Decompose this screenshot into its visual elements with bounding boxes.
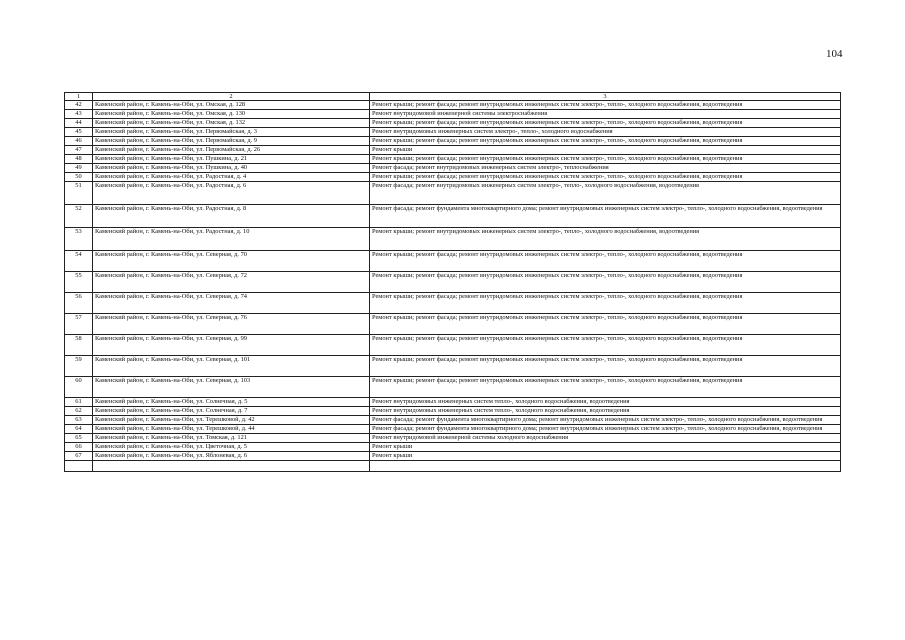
row-number: 47 (65, 146, 93, 155)
table-row (65, 416, 841, 425)
table-row (65, 425, 841, 434)
page-number: 104 (826, 48, 843, 60)
row-works: Ремонт внутридомовой инженерной системы электроснабжения (370, 110, 841, 119)
row-address: Каменский район, г. Камень-на-Оби, ул. Северная, д. 101 (93, 356, 370, 377)
table-row (65, 314, 841, 335)
empty-cell (65, 461, 93, 472)
row-works: Ремонт фасада; ремонт внутридомовых инженерных систем электро-, тепло-, холодного водоснабжения, водоотведения (370, 182, 841, 205)
table-row (65, 119, 841, 128)
row-number: 56 (65, 293, 93, 314)
row-address: Каменский район, г. Камень-на-Оби, ул. Пушкина, д. 21 (93, 155, 370, 164)
row-address: Каменский район, г. Камень-на-Оби, ул. Северная, д. 76 (93, 314, 370, 335)
table-row (65, 164, 841, 173)
row-address: Каменский район, г. Камень-на-Оби, ул. Омская, д. 130 (93, 110, 370, 119)
table-row (65, 182, 841, 205)
table-row (65, 398, 841, 407)
row-works: Ремонт внутридомовых инженерных систем тепло-, холодного водоснабжения, водоотведения (370, 398, 841, 407)
row-number: 48 (65, 155, 93, 164)
row-number: 49 (65, 164, 93, 173)
row-address: Каменский район, г. Камень-на-Оби, ул. Пушкина, д. 40 (93, 164, 370, 173)
empty-cell (370, 461, 841, 472)
table-row (65, 146, 841, 155)
row-works: Ремонт крыши; ремонт фасада; ремонт внутридомовых инженерных систем электро-, тепло-, холодного водоснабжения, водоотведения (370, 251, 841, 272)
row-number: 55 (65, 272, 93, 293)
row-address: Каменский район, г. Камень-на-Оби, ул. Цветочная, д. 5 (93, 443, 370, 452)
table-row (65, 335, 841, 356)
row-number: 58 (65, 335, 93, 356)
table-row-empty (65, 461, 841, 472)
table-row (65, 251, 841, 272)
row-address: Каменский район, г. Камень-на-Оби, ул. Радостная, д. 4 (93, 173, 370, 182)
row-works: Ремонт крыши; ремонт фасада; ремонт внутридомовых инженерных систем электро-, тепло-, холодного водоснабжения, водоотведения (370, 137, 841, 146)
table-row (65, 356, 841, 377)
row-number: 66 (65, 443, 93, 452)
row-number: 63 (65, 416, 93, 425)
table-row (65, 205, 841, 228)
row-number: 52 (65, 205, 93, 228)
row-address: Каменский район, г. Камень-на-Оби, ул. Терешковой, д. 42 (93, 416, 370, 425)
row-number: 62 (65, 407, 93, 416)
table-header-row (65, 93, 841, 101)
table-row (65, 272, 841, 293)
row-address: Каменский район, г. Камень-на-Оби, ул. Северная, д. 103 (93, 377, 370, 398)
row-number: 67 (65, 452, 93, 461)
row-works: Ремонт крыши (370, 443, 841, 452)
row-works: Ремонт крыши; ремонт фасада; ремонт внутридомовых инженерных систем электро-, тепло-, холодного водоснабжения, водоотведения (370, 272, 841, 293)
row-number: 46 (65, 137, 93, 146)
row-works: Ремонт крыши; ремонт фасада; ремонт внутридомовых инженерных систем электро-, тепло-, холодного водоснабжения, водоотведения (370, 173, 841, 182)
table-row (65, 228, 841, 251)
row-number: 45 (65, 128, 93, 137)
row-address: Каменский район, г. Камень-на-Оби, ул. Северная, д. 74 (93, 293, 370, 314)
table-row (65, 443, 841, 452)
table-row (65, 293, 841, 314)
row-address: Каменский район, г. Камень-на-Оби, ул. Томская, д. 121 (93, 434, 370, 443)
row-number: 50 (65, 173, 93, 182)
table-row (65, 137, 841, 146)
column-header-address: 2 (93, 93, 370, 101)
row-works: Ремонт фасада; ремонт внутридомовых инженерных систем электро-, теплоснабжения (370, 164, 841, 173)
table-row (65, 173, 841, 182)
row-number: 54 (65, 251, 93, 272)
row-address: Каменский район, г. Камень-на-Оби, ул. Омская, д. 128 (93, 101, 370, 110)
row-works: Ремонт внутридомовых инженерных систем тепло-, холодного водоснабжения, водоотведения (370, 407, 841, 416)
row-works: Ремонт крыши; ремонт фасада; ремонт внутридомовых инженерных систем электро-, тепло-, холодного водоснабжения, водоотведения (370, 335, 841, 356)
row-number: 43 (65, 110, 93, 119)
table-row (65, 452, 841, 461)
row-works: Ремонт крыши; ремонт фасада; ремонт внутридомовых инженерных систем электро-, тепло-, холодного водоснабжения, водоотведения (370, 119, 841, 128)
row-address: Каменский район, г. Камень-на-Оби, ул. Первомайская, д. 3 (93, 128, 370, 137)
row-works: Ремонт фасада; ремонт фундамента многоквартирного дома; ремонт внутридомовых инженерных систем электро-, тепло-, холодного водоснабжения, водоотведения (370, 205, 841, 228)
repair-works-table (64, 92, 841, 472)
row-address: Каменский район, г. Камень-на-Оби, ул. Омская, д. 132 (93, 119, 370, 128)
table-row (65, 101, 841, 110)
row-address: Каменский район, г. Камень-на-Оби, ул. Северная, д. 99 (93, 335, 370, 356)
row-number: 53 (65, 228, 93, 251)
row-works: Ремонт крыши; ремонт фасада; ремонт внутридомовых инженерных систем электро-, тепло-, холодного водоснабжения, водоотведения (370, 314, 841, 335)
column-header-works: 3 (370, 93, 841, 101)
column-header-number: 1 (65, 93, 93, 101)
table-row (65, 128, 841, 137)
row-works: Ремонт внутридомовых инженерных систем электро-, тепло-, холодного водоснабжения (370, 128, 841, 137)
row-address: Каменский район, г. Камень-на-Оби, ул. Солнечная, д. 5 (93, 398, 370, 407)
row-works: Ремонт крыши; ремонт фасада; ремонт внутридомовых инженерных систем электро-, тепло-, холодного водоснабжения, водоотведения (370, 377, 841, 398)
table-row (65, 407, 841, 416)
row-number: 44 (65, 119, 93, 128)
row-works: Ремонт крыши (370, 146, 841, 155)
row-works: Ремонт крыши; ремонт фасада; ремонт внутридомовых инженерных систем электро-, тепло-, холодного водоснабжения, водоотведения (370, 155, 841, 164)
row-number: 64 (65, 425, 93, 434)
row-address: Каменский район, г. Камень-на-Оби, ул. Первомайская, д. 9 (93, 137, 370, 146)
row-works: Ремонт крыши; ремонт фасада; ремонт внутридомовых инженерных систем электро-, тепло-, холодного водоснабжения, водоотведения (370, 293, 841, 314)
row-address: Каменский район, г. Камень-на-Оби, ул. Терешковой, д. 44 (93, 425, 370, 434)
table-row (65, 110, 841, 119)
row-number: 60 (65, 377, 93, 398)
row-number: 51 (65, 182, 93, 205)
row-address: Каменский район, г. Камень-на-Оби, ул. Северная, д. 70 (93, 251, 370, 272)
row-address: Каменский район, г. Камень-на-Оби, ул. Радостная, д. 6 (93, 182, 370, 205)
row-address: Каменский район, г. Камень-на-Оби, ул. Северная, д. 72 (93, 272, 370, 293)
row-works: Ремонт внутридомовой инженерной системы холодного водоснабжения (370, 434, 841, 443)
row-address: Каменский район, г. Камень-на-Оби, ул. Яблоневая, д. 6 (93, 452, 370, 461)
row-address: Каменский район, г. Камень-на-Оби, ул. Радостная, д. 8 (93, 205, 370, 228)
empty-cell (93, 461, 370, 472)
table-row (65, 377, 841, 398)
row-works: Ремонт крыши (370, 452, 841, 461)
row-address: Каменский район, г. Камень-на-Оби, ул. Радостная, д. 10 (93, 228, 370, 251)
row-number: 61 (65, 398, 93, 407)
row-address: Каменский район, г. Камень-на-Оби, ул. Солнечная, д. 7 (93, 407, 370, 416)
row-address: Каменский район, г. Камень-на-Оби, ул. Первомайская, д. 26 (93, 146, 370, 155)
row-works: Ремонт крыши; ремонт фасада; ремонт внутридомовых инженерных систем электро-, тепло-, холодного водоснабжения, водоотведения (370, 101, 841, 110)
table-row (65, 434, 841, 443)
row-works: Ремонт крыши; ремонт фасада; ремонт внутридомовых инженерных систем электро-, тепло-, холодного водоснабжения, водоотведения (370, 356, 841, 377)
row-works: Ремонт фасада; ремонт фундамента многоквартирного дома; ремонт внутридомовых инженерных систем электро-, тепло-, холодного водоснабжения, водоотведения (370, 425, 841, 434)
table-row (65, 155, 841, 164)
row-number: 65 (65, 434, 93, 443)
table-body (65, 101, 841, 472)
row-number: 42 (65, 101, 93, 110)
row-number: 59 (65, 356, 93, 377)
row-works: Ремонт крыши; ремонт внутридомовых инженерных систем электро-, тепло-, холодного водоснабжения, водоотведения (370, 228, 841, 251)
row-works: Ремонт фасада; ремонт фундамента многоквартирного дома; ремонт внутридомовых инженерных систем электро-, тепло-, холодного водоснабжения, водоотведения (370, 416, 841, 425)
row-number: 57 (65, 314, 93, 335)
